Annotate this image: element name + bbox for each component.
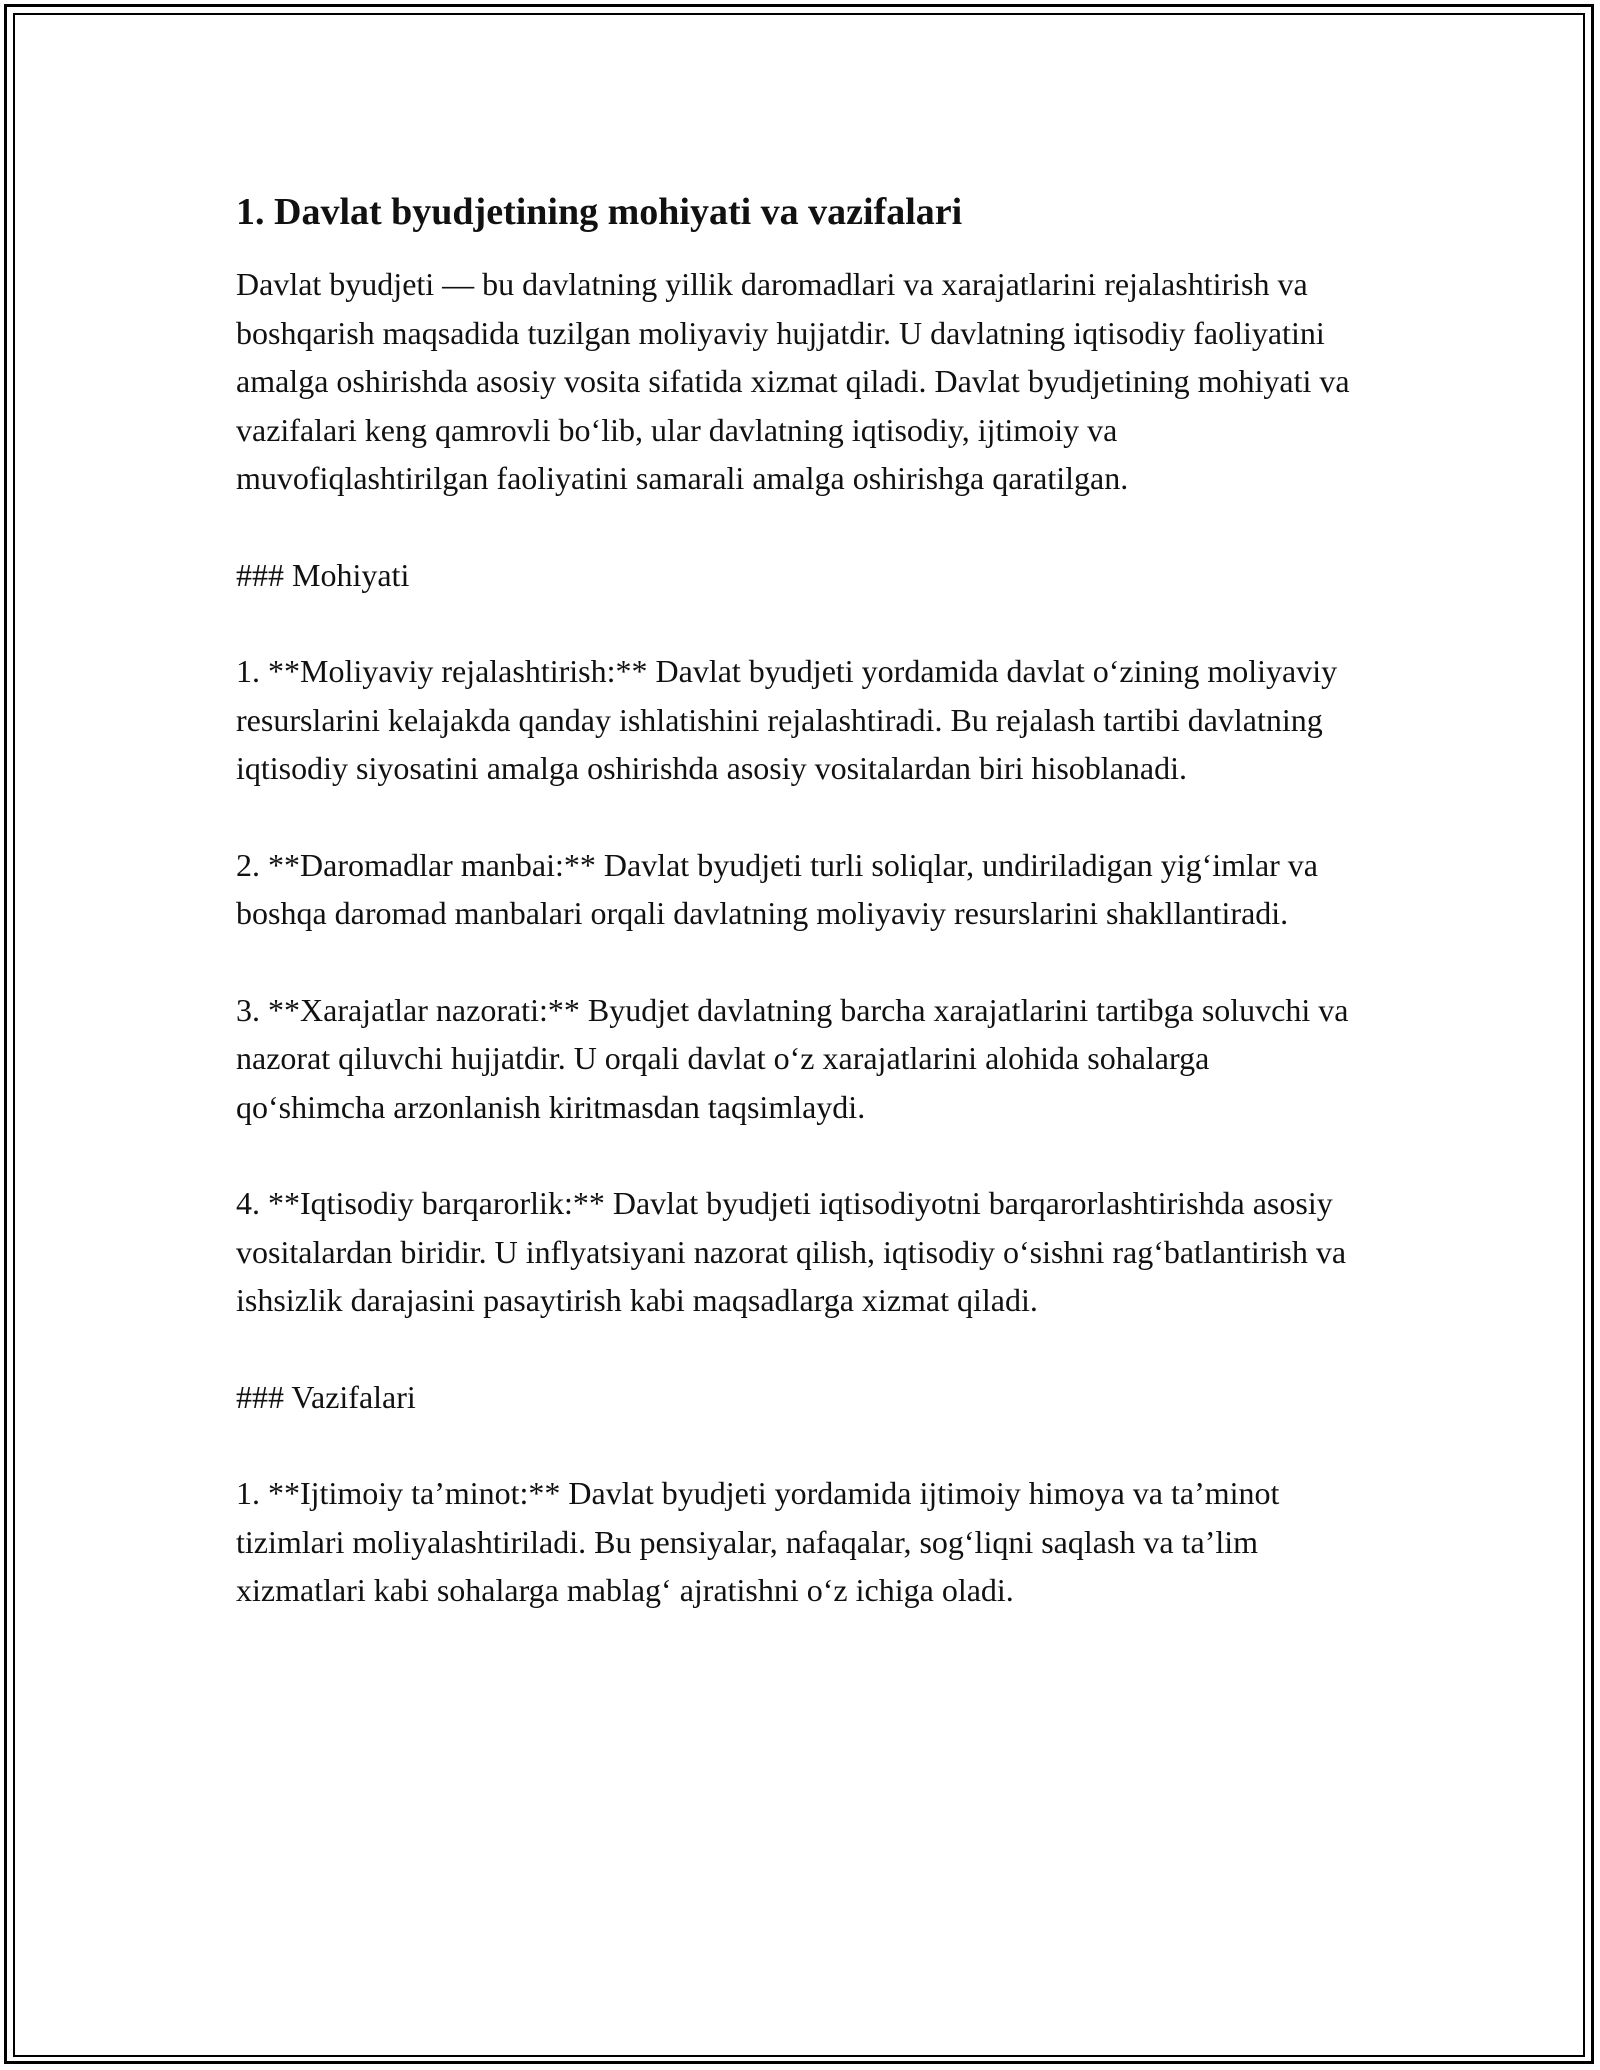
document-title: 1. Davlat byudjetining mohiyati va vazifalari — [236, 191, 963, 233]
list-item: 1. **Ijtimoiy ta’minot:** Davlat byudjeti yordamida ijtimoiy himoya va ta’minot tizimlari moliyalashtiriladi. Bu pensiyalar, nafaqalar, sog‘liqni saqlash va ta’lim xizmatlari kabi sohalarga mablag‘ ajratishni o‘z ichiga oladi. — [236, 1475, 1280, 1608]
section-heading-vazifalari: ### Vazifalari — [236, 1378, 416, 1415]
document-body — [236, 186, 1356, 1663]
list-item: 1. **Moliyaviy rejalashtirish:** Davlat byudjeti yordamida davlat o‘zining moliyaviy resurslarini kelajakda qanday ishlatishini rejalashtiradi. Bu rejalash tartibi davlatning iqtisodiy siyosatini amalga oshirishda asosiy vositalardan biri hisoblanadi. — [236, 653, 1338, 786]
list-item: 3. **Xarajatlar nazorati:** Byudjet davlatning barcha xarajatlarini tartibga soluvchi va nazorat qiluvchi hujjatdir. U orqali davlat o‘z xarajatlarini alohida sohalarga qo‘shimcha arzonlanish kiritmasdan taqsimlaydi. — [236, 991, 1349, 1125]
section-heading-mohiyati: ### Mohiyati — [236, 556, 410, 593]
list-item: 2. **Daromadlar manbai:** Davlat byudjeti turli soliqlar, undiriladigan yig‘imlar va boshqa daromad manbalari orqali davlatning moliyaviy resurslarini shakllantiradi. — [236, 846, 1318, 931]
list-item: 4. **Iqtisodiy barqarorlik:** Davlat byudjeti iqtisodiyotni barqarorlashtirishda asosiy vositalardan biridir. U inflyatsiyani nazorat qilish, iqtisodiy o‘sishni rag‘batlantirish va ishsizlik darajasini pasaytirish kabi maqsadlarga xizmat qiladi. — [236, 1185, 1347, 1318]
intro-paragraph: Davlat byudjeti — bu davlatning yillik daromadlari va xarajatlarini rejalashtirish va boshqarish maqsadida tuzilgan moliyaviy hujjatdir. U davlatning iqtisodiy faoliyatini amalga oshirishda asosiy vosita sifatida xizmat qiladi. Davlat byudjetining mohiyati va vazifalari keng qamrovli bo‘lib, ular davlatning iqtisodiy, ijtimoiy va muvofiqlashtirilgan faoliyatini samarali amalga oshirishga qaratilgan. — [236, 266, 1350, 496]
